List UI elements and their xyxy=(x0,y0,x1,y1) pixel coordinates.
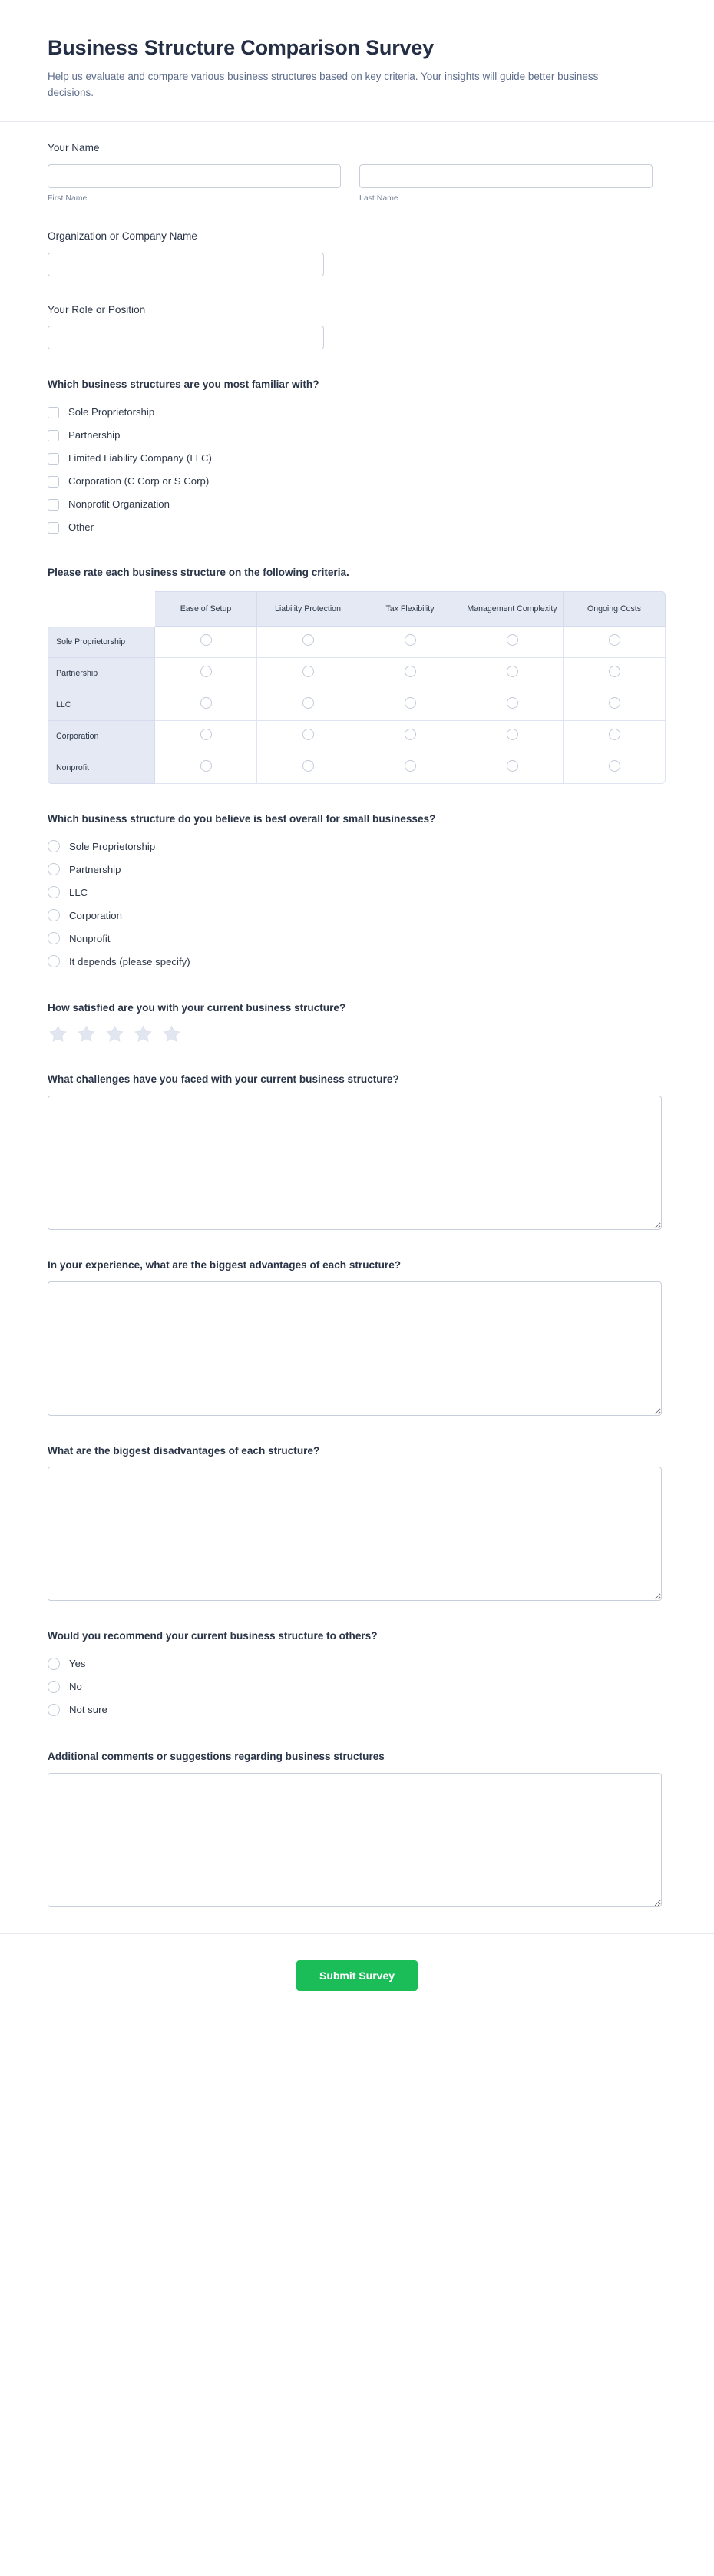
matrix-corner-cell xyxy=(48,591,155,627)
matrix-cell[interactable] xyxy=(461,721,564,752)
checkbox-icon[interactable] xyxy=(48,522,59,534)
matrix-cell[interactable] xyxy=(461,658,564,689)
radio-icon[interactable] xyxy=(405,697,416,709)
radio-row[interactable] xyxy=(48,904,666,927)
radio-icon[interactable] xyxy=(507,729,518,740)
radio-icon[interactable] xyxy=(200,697,212,709)
matrix-body xyxy=(48,627,666,784)
best-overall-label: Which business structure do you believe is best overall for small businesses? xyxy=(48,812,436,825)
matrix-cell[interactable] xyxy=(564,752,666,784)
matrix-column-header: Ease of Setup xyxy=(155,591,257,627)
organization-label: Organization or Company Name xyxy=(48,230,197,242)
radio-label: LLC xyxy=(69,886,88,898)
disadvantages-label: What are the biggest disadvantages of each structure? xyxy=(48,1444,320,1457)
table-row xyxy=(48,752,666,784)
radio-label: Nonprofit xyxy=(69,932,111,944)
checkbox-row[interactable] xyxy=(48,493,666,516)
question-disadvantages xyxy=(48,1443,666,1602)
recommend-options xyxy=(48,1652,666,1721)
last-name-col xyxy=(359,164,653,203)
familiar-structures-label: Which business structures are you most familiar with? xyxy=(48,379,319,391)
matrix-cell[interactable] xyxy=(461,689,564,721)
familiar-structures-options xyxy=(48,401,666,539)
checkbox-label: Other xyxy=(68,521,94,534)
last-name-input[interactable] xyxy=(359,164,653,188)
role-input[interactable] xyxy=(48,326,324,349)
matrix-cell[interactable] xyxy=(461,752,564,784)
radio-label: No xyxy=(69,1681,82,1693)
radio-row[interactable] xyxy=(48,927,666,950)
radio-label: It depends (please specify) xyxy=(69,955,190,967)
matrix-column-header: Liability Protection xyxy=(257,591,359,627)
matrix-row-label: LLC xyxy=(48,689,155,721)
radio-icon[interactable] xyxy=(302,697,314,709)
radio-icon[interactable] xyxy=(200,729,212,740)
form-footer xyxy=(0,1933,714,2026)
table-row xyxy=(48,721,666,752)
radio-icon[interactable] xyxy=(200,666,212,677)
matrix-cell[interactable] xyxy=(564,658,666,689)
table-row xyxy=(48,689,666,721)
disadvantages-textarea[interactable] xyxy=(48,1467,662,1601)
checkbox-label: Limited Liability Company (LLC) xyxy=(68,452,212,465)
first-name-sublabel: First Name xyxy=(48,193,88,203)
last-name-sublabel: Last Name xyxy=(359,193,398,203)
radio-icon[interactable] xyxy=(48,955,60,967)
submit-survey-button[interactable]: Submit Survey xyxy=(296,1960,418,1991)
radio-icon[interactable] xyxy=(48,909,60,921)
your-name-label: Your Name xyxy=(48,142,100,154)
radio-icon[interactable] xyxy=(507,760,518,772)
checkbox-icon[interactable] xyxy=(48,407,59,418)
matrix-header-row xyxy=(48,591,666,627)
matrix-cell[interactable] xyxy=(564,627,666,658)
radio-row[interactable] xyxy=(48,1698,666,1721)
matrix-cell[interactable] xyxy=(564,721,666,752)
matrix-cell[interactable] xyxy=(359,752,461,784)
matrix-cell[interactable] xyxy=(155,752,257,784)
radio-icon[interactable] xyxy=(609,697,620,709)
matrix-cell[interactable] xyxy=(155,689,257,721)
checkbox-icon[interactable] xyxy=(48,453,59,465)
radio-row[interactable] xyxy=(48,835,666,858)
challenges-label: What challenges have you faced with your current business structure? xyxy=(48,1073,399,1086)
star-icon[interactable] xyxy=(161,1024,182,1044)
matrix-cell[interactable] xyxy=(155,627,257,658)
matrix-cell[interactable] xyxy=(359,658,461,689)
radio-icon[interactable] xyxy=(609,666,620,677)
checkbox-icon[interactable] xyxy=(48,430,59,441)
checkbox-row[interactable] xyxy=(48,447,666,470)
checkbox-label: Sole Proprietorship xyxy=(68,406,155,418)
radio-icon[interactable] xyxy=(405,634,416,646)
radio-label: Yes xyxy=(69,1658,86,1670)
satisfaction-label: How satisfied are you with your current business structure? xyxy=(48,1002,346,1014)
checkbox-icon[interactable] xyxy=(48,476,59,488)
radio-row[interactable] xyxy=(48,950,666,973)
matrix-column-header: Tax Flexibility xyxy=(359,591,461,627)
checkbox-row[interactable] xyxy=(48,516,666,539)
radio-icon[interactable] xyxy=(302,760,314,772)
matrix-row-label: Partnership xyxy=(48,658,155,689)
matrix-cell[interactable] xyxy=(359,689,461,721)
radio-icon[interactable] xyxy=(507,634,518,646)
radio-icon[interactable] xyxy=(507,666,518,677)
organization-input[interactable] xyxy=(48,253,324,276)
name-row xyxy=(48,164,666,203)
question-rating-matrix xyxy=(48,565,666,784)
rating-matrix-table xyxy=(48,591,666,784)
form-header xyxy=(0,0,714,122)
question-recommend xyxy=(48,1629,666,1721)
question-your-name xyxy=(48,141,666,203)
matrix-cell[interactable] xyxy=(257,658,359,689)
radio-icon[interactable] xyxy=(200,634,212,646)
radio-icon[interactable] xyxy=(405,729,416,740)
checkbox-icon[interactable] xyxy=(48,499,59,511)
radio-row[interactable] xyxy=(48,1652,666,1675)
star-rating[interactable] xyxy=(48,1024,666,1044)
matrix-head xyxy=(48,591,666,627)
radio-row[interactable] xyxy=(48,1675,666,1698)
radio-icon[interactable] xyxy=(48,1681,60,1693)
form-body xyxy=(0,122,714,1906)
radio-icon[interactable] xyxy=(302,666,314,677)
radio-icon[interactable] xyxy=(48,840,60,852)
question-advantages xyxy=(48,1258,666,1416)
radio-label: Not sure xyxy=(69,1704,107,1716)
matrix-cell[interactable] xyxy=(359,721,461,752)
matrix-row-label: Nonprofit xyxy=(48,752,155,784)
radio-icon[interactable] xyxy=(302,634,314,646)
radio-icon[interactable] xyxy=(302,729,314,740)
matrix-cell[interactable] xyxy=(257,627,359,658)
table-row xyxy=(48,658,666,689)
question-challenges xyxy=(48,1072,666,1230)
radio-icon[interactable] xyxy=(48,1704,60,1716)
matrix-cell[interactable] xyxy=(359,627,461,658)
radio-icon[interactable] xyxy=(609,634,620,646)
first-name-col xyxy=(48,164,341,203)
star-icon[interactable] xyxy=(76,1024,97,1044)
matrix-cell[interactable] xyxy=(257,752,359,784)
matrix-cell[interactable] xyxy=(155,721,257,752)
radio-row[interactable] xyxy=(48,858,666,881)
matrix-cell[interactable] xyxy=(257,689,359,721)
radio-icon[interactable] xyxy=(200,760,212,772)
radio-label: Partnership xyxy=(69,863,121,875)
matrix-column-header: Management Complexity xyxy=(461,591,564,627)
radio-row[interactable] xyxy=(48,881,666,904)
recommend-label: Would you recommend your current business structure to others? xyxy=(48,1630,378,1642)
radio-label: Sole Proprietorship xyxy=(69,840,156,852)
checkbox-label: Nonprofit Organization xyxy=(68,498,170,511)
matrix-row-label: Sole Proprietorship xyxy=(48,627,155,658)
advantages-textarea[interactable] xyxy=(48,1281,662,1416)
radio-icon[interactable] xyxy=(507,697,518,709)
additional-comments-label: Additional comments or suggestions regarding business structures xyxy=(48,1750,385,1762)
challenges-textarea[interactable] xyxy=(48,1096,662,1230)
matrix-cell[interactable] xyxy=(257,721,359,752)
question-familiar-structures xyxy=(48,377,666,539)
radio-icon[interactable] xyxy=(48,886,60,898)
radio-icon[interactable] xyxy=(48,932,60,944)
radio-icon[interactable] xyxy=(48,863,60,875)
advantages-label: In your experience, what are the biggest advantages of each structure? xyxy=(48,1258,402,1271)
checkbox-label: Corporation (C Corp or S Corp) xyxy=(68,475,210,488)
question-best-overall xyxy=(48,812,666,974)
matrix-cell[interactable] xyxy=(461,627,564,658)
page-subtitle: Help us evaluate and compare various business structures based on key criteria. Your insights will guide better business decisions. xyxy=(48,71,599,99)
radio-icon[interactable] xyxy=(405,760,416,772)
star-icon[interactable] xyxy=(48,1024,68,1044)
radio-label: Corporation xyxy=(69,909,122,921)
radio-icon[interactable] xyxy=(405,666,416,677)
rating-matrix-wrapper xyxy=(48,591,666,784)
question-additional-comments xyxy=(48,1749,666,1907)
radio-icon[interactable] xyxy=(609,729,620,740)
checkbox-row[interactable] xyxy=(48,424,666,447)
table-row xyxy=(48,627,666,658)
radio-icon[interactable] xyxy=(48,1658,60,1670)
role-label: Your Role or Position xyxy=(48,303,146,316)
additional-comments-textarea[interactable] xyxy=(48,1773,662,1907)
matrix-cell[interactable] xyxy=(155,658,257,689)
checkbox-row[interactable] xyxy=(48,470,666,493)
question-organization xyxy=(48,229,666,276)
radio-icon[interactable] xyxy=(609,760,620,772)
star-icon[interactable] xyxy=(133,1024,154,1044)
first-name-input[interactable] xyxy=(48,164,341,188)
question-satisfaction xyxy=(48,1000,666,1044)
matrix-column-header: Ongoing Costs xyxy=(564,591,666,627)
matrix-row-label: Corporation xyxy=(48,721,155,752)
question-role xyxy=(48,303,666,350)
rating-matrix-label: Please rate each business structure on the following criteria. xyxy=(48,567,349,579)
best-overall-options xyxy=(48,835,666,973)
checkbox-row[interactable] xyxy=(48,401,666,424)
checkbox-label: Partnership xyxy=(68,429,121,441)
page-title: Business Structure Comparison Survey xyxy=(48,36,434,59)
star-icon[interactable] xyxy=(104,1024,125,1044)
matrix-cell[interactable] xyxy=(564,689,666,721)
